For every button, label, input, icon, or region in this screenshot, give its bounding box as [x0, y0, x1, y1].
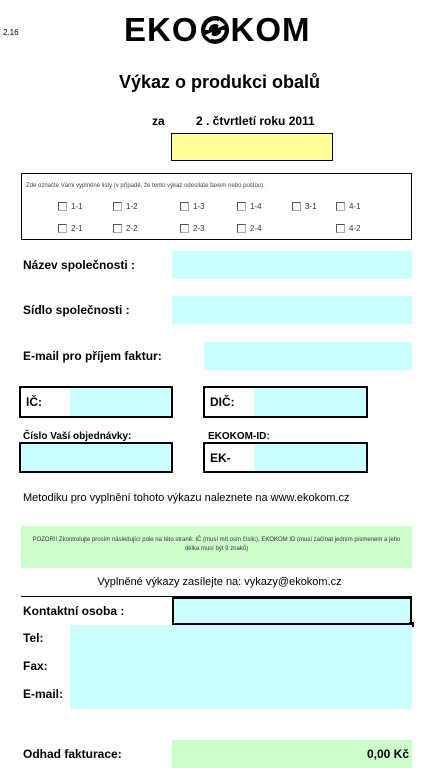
checkbox-2-2[interactable]: 2-2 [113, 224, 138, 233]
tel-label: Tel: [23, 631, 44, 645]
checkbox-icon [180, 224, 189, 233]
logo-text-right: KOM [230, 11, 311, 48]
invoice-estimate-field [172, 740, 412, 768]
sheet-version: 2.16 [3, 28, 19, 37]
contact-person-input[interactable] [172, 597, 412, 625]
checkbox-3-1[interactable]: 3-1 [292, 202, 317, 211]
logo-text-left: EKO [124, 11, 199, 48]
checkbox-icon [58, 224, 67, 233]
checkbox-1-2[interactable]: 1-2 [113, 202, 138, 211]
recycle-arrows-icon [200, 15, 230, 45]
contact-person-label: Kontaktní osoba : [23, 604, 125, 618]
invoice-email-label: E-mail pro příjem faktur: [23, 349, 162, 363]
contact-email-label: E-mail: [23, 687, 64, 701]
checkbox-2-3[interactable]: 2-3 [180, 224, 205, 233]
checkbox-icon [237, 202, 246, 211]
checkbox-1-1[interactable]: 1-1 [58, 202, 83, 211]
checkbox-2-1[interactable]: 2-1 [58, 224, 83, 233]
checkbox-4-1[interactable]: 4-1 [336, 202, 361, 211]
ic-label: IČ: [26, 395, 42, 409]
period-za-label: za [152, 114, 165, 128]
company-seat-label: Sídlo společnosti : [23, 303, 130, 317]
filled-sheets-box [21, 173, 412, 240]
dic-field[interactable] [203, 386, 368, 418]
order-number-label: Číslo Vaší objednávky: [23, 431, 132, 442]
invoice-estimate-value: 0,00 Kč [366, 747, 409, 761]
period-text: 2 . čtvrtletí roku 2011 [196, 114, 315, 128]
ek-prefix: EK- [210, 450, 231, 465]
filled-sheets-note: Zde označte Vámi vyplněné listy (v případě, že tento výkaz odesíláte faxem nebo poštou). [26, 183, 265, 189]
company-name-input[interactable] [172, 251, 412, 279]
ic-input[interactable] [70, 388, 171, 416]
fax-label: Fax: [23, 659, 48, 673]
ekokom-logo [124, 12, 311, 48]
checkbox-icon [113, 202, 122, 211]
checkbox-icon [292, 202, 301, 211]
order-number-input[interactable] [21, 444, 171, 471]
checkbox-1-3[interactable]: 1-3 [180, 202, 205, 211]
checkbox-icon [237, 224, 246, 233]
ekokom-id-input[interactable] [254, 444, 366, 471]
checkbox-icon [336, 224, 345, 233]
invoice-email-input[interactable] [204, 342, 412, 370]
dic-label: DIČ: [210, 395, 235, 409]
checkbox-1-4[interactable]: 1-4 [237, 202, 262, 211]
ic-field[interactable] [19, 386, 173, 418]
checkbox-2-4[interactable]: 2-4 [237, 224, 262, 233]
checkbox-icon [113, 224, 122, 233]
company-name-label: Název společnosti : [23, 258, 136, 272]
send-instructions: Vyplněné výkazy zasílejte na: vykazy@ekokom.cz [97, 576, 342, 588]
ekokom-id-label: EKOKOM-ID: [208, 431, 270, 442]
company-seat-input[interactable] [172, 296, 412, 324]
checkbox-4-2[interactable]: 4-2 [336, 224, 361, 233]
checkbox-icon [58, 202, 67, 211]
warning-box: POZOR!! Zkontrolujte prosím následující pole na této straně: IČ (musí mít osm číslic), EKOKOM ID (musí začínat jedním písmenem a jeho délka musí být 9 znaků) [21, 526, 412, 568]
dic-input[interactable] [254, 388, 366, 416]
order-number-field[interactable] [19, 442, 173, 473]
period-input[interactable] [171, 133, 333, 161]
ekokom-id-field[interactable] [203, 442, 368, 473]
methodology-text: Metodiku pro vyplnění tohoto výkazu naleznete na www.ekokom.cz [23, 492, 350, 504]
checkbox-icon [336, 202, 345, 211]
checkbox-icon [180, 202, 189, 211]
contact-details-input[interactable] [70, 625, 412, 709]
page-title: Výkaz o produkci obalů [118, 72, 321, 92]
invoice-estimate-label: Odhad fakturace: [23, 747, 122, 761]
